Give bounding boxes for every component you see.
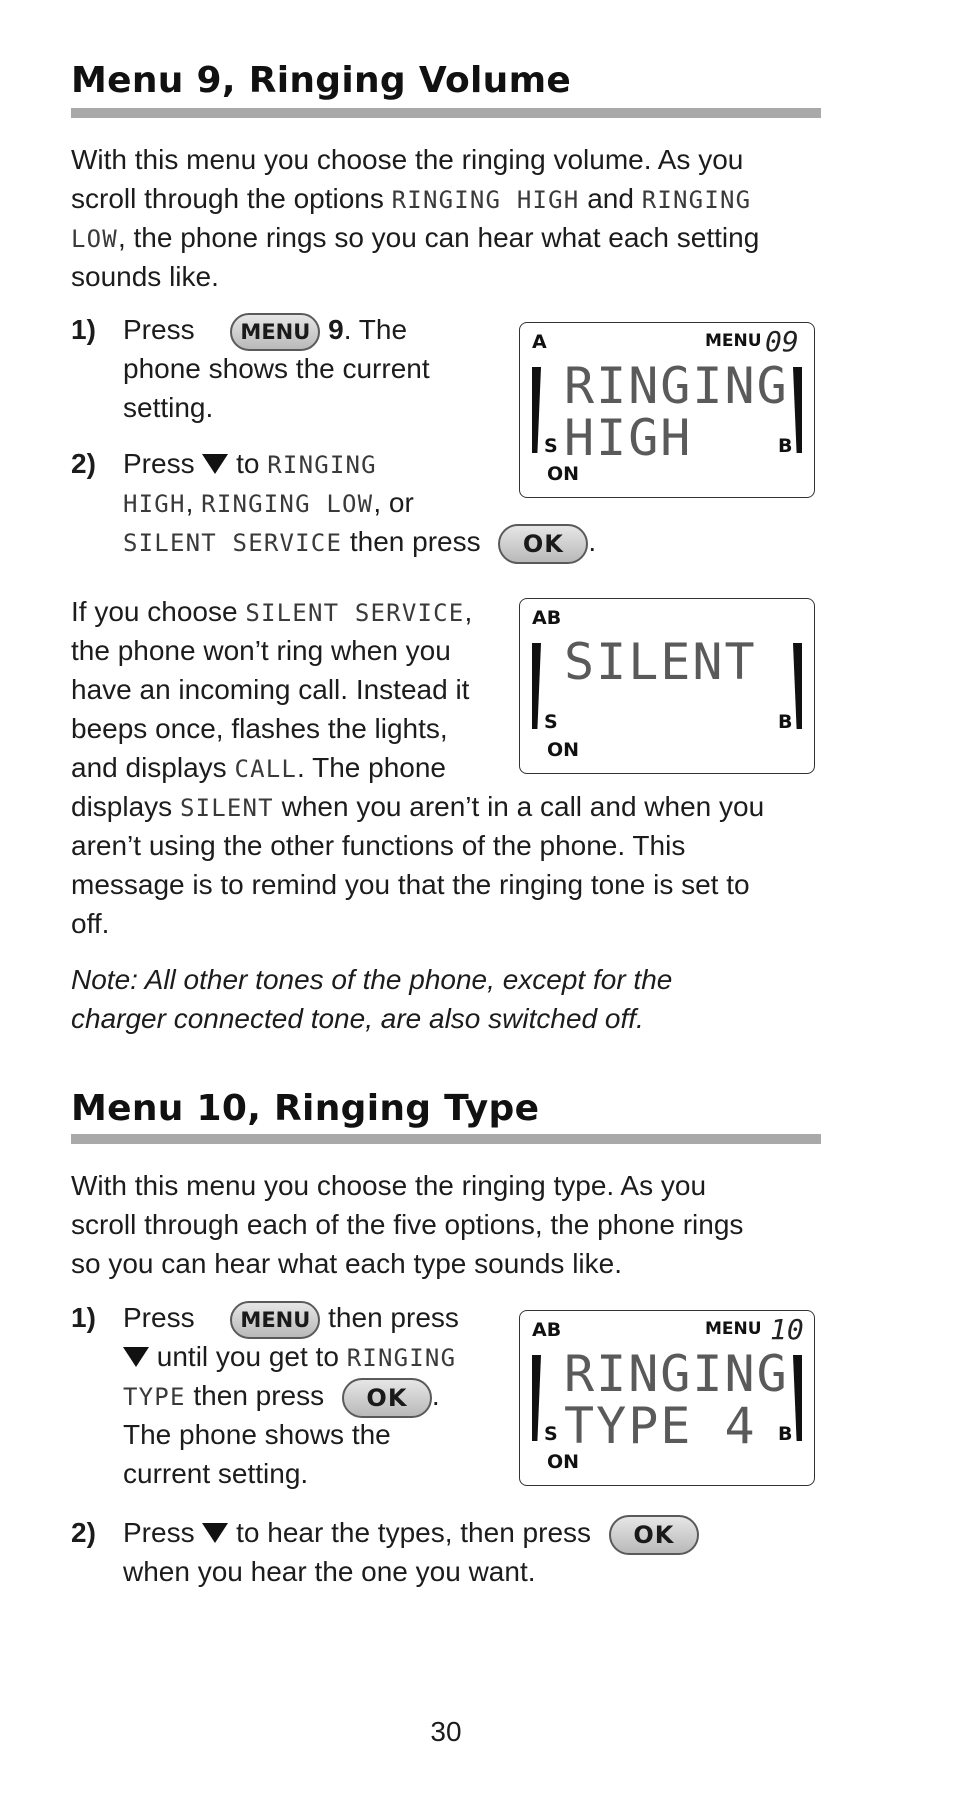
section-heading-ringing-type: Menu 10, Ringing Type (71, 1088, 540, 1129)
step-number: 2) (71, 448, 96, 479)
silent-line: off. (71, 908, 110, 939)
step-1-line: current setting. (123, 1458, 309, 1489)
indicator-on: ON (547, 739, 580, 761)
step-1-text: Press MENU 9. The (123, 310, 503, 351)
display-line-1: RINGING (564, 357, 789, 415)
indicator-on: ON (547, 463, 580, 485)
display-line-2: HIGH (564, 409, 693, 467)
intro-line: With this menu you choose the ringing type. As you (71, 1170, 707, 1201)
note-line: charger connected tone, are also switched off. (71, 1003, 644, 1034)
silent-line: message is to remind you that the ringing tone is set to (71, 869, 750, 900)
indicator-b: B (778, 1423, 793, 1445)
display-line-1: SILENT (564, 633, 757, 691)
ok-key-icon: OK (498, 524, 588, 564)
note-line: Note: All other tones of the phone, except for the (71, 964, 673, 995)
intro-line: With this menu you choose the ringing volume. As you (71, 144, 744, 175)
intro-line: sounds like. (71, 261, 219, 292)
menu-key-icon: MENU (230, 313, 320, 351)
silent-line: the phone won’t ring when you (71, 635, 451, 666)
step-1-line: Press MENU then press (123, 1298, 459, 1339)
ok-key-icon: OK (609, 1515, 699, 1555)
phone-display-ringing-type (519, 1310, 815, 1486)
section-heading-ringing-volume: Menu 9, Ringing Volume (71, 60, 572, 101)
step-2-line: HIGH, RINGING LOW, or (123, 487, 414, 518)
step-1-line: until you get to RINGING (123, 1337, 456, 1378)
menu-indicator: MENU (705, 331, 762, 351)
indicator-s: S (544, 711, 558, 733)
silent-line: beeps once, flashes the lights, (71, 713, 448, 744)
display-line-1: RINGING (564, 1345, 789, 1403)
menu-number: 10 (770, 1313, 804, 1346)
menu-indicator: MENU (705, 1319, 762, 1339)
heading-rule (71, 1134, 821, 1144)
step-1-line: TYPE then press OK . (123, 1376, 440, 1418)
signal-bar-icon (532, 1355, 541, 1441)
silent-line: aren’t using the other functions of the phone. This (71, 830, 686, 861)
ok-key-icon: OK (342, 1378, 432, 1418)
down-arrow-icon (123, 1347, 149, 1367)
silent-line: and displays CALL. The phone (71, 752, 446, 783)
indicator-on: ON (547, 1451, 580, 1473)
intro-line: so you can hear what each type sounds like. (71, 1248, 623, 1279)
silent-line: If you choose SILENT SERVICE, (71, 596, 473, 627)
indicator-b: B (778, 435, 793, 457)
indicator-ab: AB (532, 1319, 562, 1341)
signal-bar-icon (532, 367, 541, 453)
indicator-s: S (544, 435, 558, 457)
step-1-line: phone shows the current (123, 353, 430, 384)
signal-bar-icon (532, 643, 541, 729)
silent-line: displays SILENT when you aren’t in a call and when you (71, 791, 765, 822)
indicator-a: A (532, 331, 547, 353)
phone-display-silent (519, 598, 815, 774)
step-2-line: SILENT SERVICE then press OK . (123, 522, 596, 564)
intro-line: scroll through the options RINGING HIGH and RINGING (71, 183, 752, 214)
step-1-line: setting. (123, 392, 214, 423)
step-2-line: when you hear the one you want. (123, 1556, 536, 1587)
step-1-line: The phone shows the (123, 1419, 391, 1450)
battery-bar-icon (793, 643, 802, 729)
step-2-line: Press to RINGING (123, 448, 377, 479)
step-number: 1) (71, 1302, 96, 1333)
step-number: 2) (71, 1517, 96, 1548)
down-arrow-icon (202, 454, 228, 474)
menu-key-icon: MENU (230, 1301, 320, 1339)
silent-line: have an incoming call. Instead it (71, 674, 470, 705)
menu-number: 09 (765, 325, 799, 358)
battery-bar-icon (793, 1355, 802, 1441)
down-arrow-icon (202, 1523, 228, 1543)
phone-display-ringing-high (519, 322, 815, 498)
intro-line: scroll through each of the five options, the phone rings (71, 1209, 744, 1240)
intro-line: LOW, the phone rings so you can hear what each setting (71, 222, 760, 253)
indicator-ab: AB (532, 607, 562, 629)
battery-bar-icon (793, 367, 802, 453)
indicator-s: S (544, 1423, 558, 1445)
page-number: 30 (430, 1716, 462, 1747)
display-line-2: TYPE 4 (564, 1397, 757, 1455)
step-2-line: Press to hear the types, then press OK (123, 1513, 699, 1555)
heading-rule (71, 108, 821, 118)
step-number: 1) (71, 314, 96, 345)
indicator-b: B (778, 711, 793, 733)
